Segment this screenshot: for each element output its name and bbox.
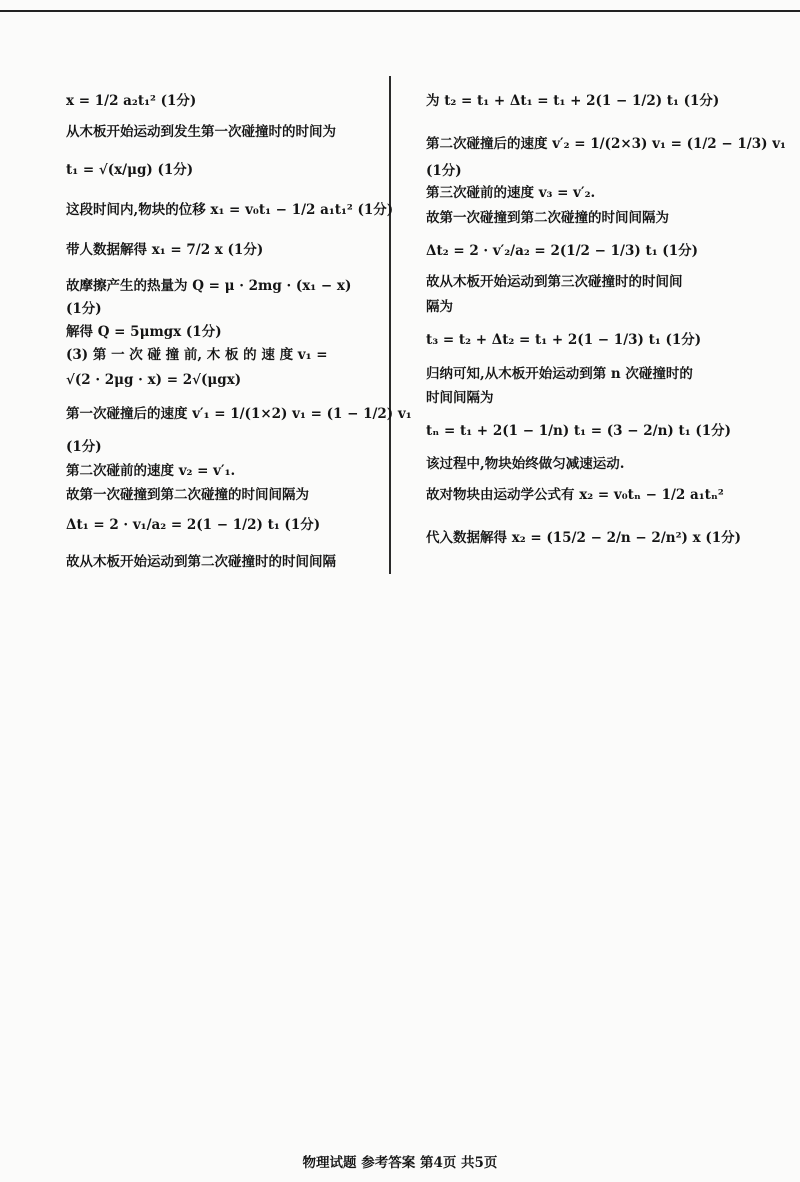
right-line-6: Δt₂ = 2 · v′₂/a₂ = 2(1/2 − 1/3) t₁ (1分): [426, 243, 698, 259]
left-line-6: 故摩擦产生的热量为 Q = μ · 2mg · (x₁ − x): [66, 278, 352, 294]
column-divider: [389, 76, 391, 574]
right-line-5: 故第一次碰撞到第二次碰撞的时间间隔为: [426, 210, 669, 226]
right-line-9: t₃ = t₂ + Δt₂ = t₁ + 2(1 − 1/3) t₁ (1分): [426, 332, 702, 348]
left-line-11: 第一次碰撞后的速度 v′₁ = 1/(1×2) v₁ = (1 − 1/2) v₁: [66, 406, 412, 422]
left-line-8: 解得 Q = 5μmgx (1分): [66, 324, 222, 340]
right-line-12: tₙ = t₁ + 2(1 − 1/n) t₁ = (3 − 2/n) t₁ (1分): [426, 423, 732, 439]
left-line-5: 带人数据解得 x₁ = 7/2 x (1分): [66, 242, 264, 258]
left-line-16: 故从木板开始运动到第二次碰撞时的时间间隔: [66, 554, 336, 570]
left-line-4: 这段时间内,物块的位移 x₁ = v₀t₁ − 1/2 a₁t₁² (1分): [66, 202, 394, 218]
right-line-7: 故从木板开始运动到第三次碰撞时的时间间: [426, 274, 683, 290]
left-line-3: t₁ = √(x/μg) (1分): [66, 162, 194, 178]
right-line-8: 隔为: [426, 299, 453, 315]
right-line-11: 时间间隔为: [426, 390, 494, 406]
left-line-15: Δt₁ = 2 · v₁/a₂ = 2(1 − 1/2) t₁ (1分): [66, 517, 321, 533]
right-line-13: 该过程中,物块始终做匀减速运动.: [426, 456, 625, 472]
left-line-9: (3) 第 一 次 碰 撞 前, 木 板 的 速 度 v₁ =: [66, 347, 328, 363]
left-line-10: √(2 · 2μg · x) = 2√(μgx): [66, 372, 242, 388]
right-line-15: 代入数据解得 x₂ = (15/2 − 2/n − 2/n²) x (1分): [426, 530, 741, 546]
right-line-1: 为 t₂ = t₁ + Δt₁ = t₁ + 2(1 − 1/2) t₁ (1分): [426, 93, 720, 109]
left-line-2: 从木板开始运动到发生第一次碰撞时的时间为: [66, 124, 336, 140]
left-line-12: (1分): [66, 439, 102, 455]
top-border-line: [0, 10, 800, 12]
right-line-4: 第三次碰前的速度 v₃ = v′₂.: [426, 185, 596, 201]
left-line-1: x = 1/2 a₂t₁² (1分): [66, 93, 197, 109]
right-line-10: 归纳可知,从木板开始运动到第 n 次碰撞时的: [426, 366, 693, 382]
left-line-7: (1分): [66, 301, 102, 317]
right-line-2: 第二次碰撞后的速度 v′₂ = 1/(2×3) v₁ = (1/2 − 1/3) v₁: [426, 136, 786, 152]
page-footer: 物理试题 参考答案 第4页 共5页: [302, 1155, 498, 1171]
right-line-3: (1分): [426, 163, 462, 179]
left-line-14: 故第一次碰撞到第二次碰撞的时间间隔为: [66, 487, 309, 503]
left-line-13: 第二次碰前的速度 v₂ = v′₁.: [66, 463, 236, 479]
right-line-14: 故对物块由运动学公式有 x₂ = v₀tₙ − 1/2 a₁tₙ²: [426, 487, 724, 503]
